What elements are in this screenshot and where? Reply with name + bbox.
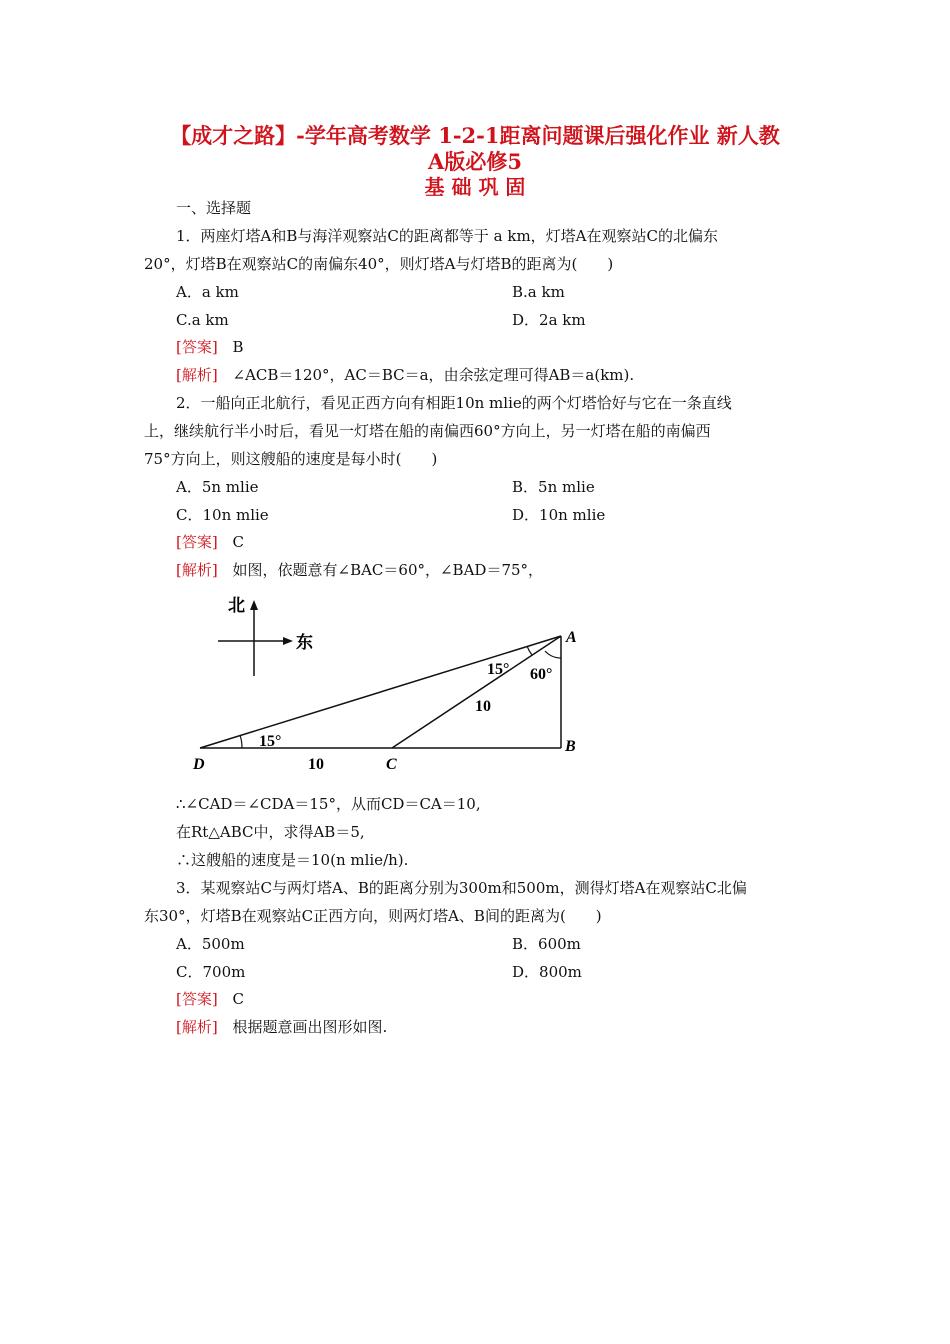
analysis-tag: [解析]: [176, 561, 218, 579]
angle-arc-D: [240, 735, 242, 748]
answer-tag: [答案]: [176, 338, 218, 356]
q3-option-a: A．500m: [176, 935, 245, 953]
answer-tag: [答案]: [176, 533, 218, 551]
point-C-label: C: [386, 756, 397, 773]
answer-tag: [答案]: [176, 990, 218, 1008]
q2-option-b: B．5n mlie: [512, 478, 595, 496]
north-label: 北: [228, 596, 245, 615]
q2-after-line3: ∴这艘船的速度是＝10(n mlie/h).: [176, 851, 409, 869]
q2-option-a: A．5n mlie: [176, 478, 259, 496]
q2-answer: [176, 531, 244, 553]
q3-option-d: D．800m: [512, 963, 582, 981]
q3-option-b: B．600m: [512, 935, 581, 953]
analysis-text: ∠ACB＝120°，AC＝BC＝a，由余弦定理可得AB＝a(km).: [232, 366, 635, 384]
q1-analysis: [176, 364, 634, 386]
doc-title-line1: 【成才之路】-学年高考数学 1-2-1距离问题课后强化作业 新人教: [170, 123, 780, 148]
point-D-label: D: [193, 756, 205, 773]
q3-option-c: C．700m: [176, 963, 246, 981]
geometry-figure: [0, 585, 950, 785]
angle-A-small-label: 15°: [487, 661, 510, 678]
point-B-label: B: [565, 738, 576, 755]
q1-option-b: B.a km: [512, 283, 565, 301]
section-label: 一、选择题: [176, 199, 252, 217]
q1-answer: [176, 336, 244, 358]
q2-analysis: [176, 559, 543, 581]
q3-answer: [176, 988, 244, 1010]
q3-stem-line1: 3．某观察站C与两灯塔A、B的距离分别为300m和500m，测得灯塔A在观察站C北偏: [176, 879, 747, 897]
answer-value: C: [232, 533, 244, 551]
section-heading: 基 础 巩 固: [424, 175, 526, 199]
length-DC-label: 10: [308, 756, 324, 773]
analysis-tag: [解析]: [176, 1018, 218, 1036]
q2-stem-line1: 2．一船向正北航行，看见正西方向有相距10n mlie的两个灯塔恰好与它在一条直线: [176, 394, 732, 412]
analysis-text: 如图，依题意有∠BAC＝60°，∠BAD＝75°，: [232, 561, 544, 579]
analysis-tag: [解析]: [176, 366, 218, 384]
angle-arc-A-large: [545, 651, 561, 658]
doc-title-line2: A版必修5: [428, 149, 522, 174]
east-arrow-icon: [283, 637, 293, 645]
q2-option-d: D．10n mlie: [512, 506, 606, 524]
q3-analysis: [176, 1016, 387, 1038]
length-AC-label: 10: [475, 698, 491, 715]
q2-after-line2: 在Rt△ABC中，求得AB＝5,: [176, 823, 365, 841]
q1-option-a: A．a km: [176, 283, 239, 301]
angle-arc-A-small: [527, 646, 532, 655]
q2-option-c: C．10n mlie: [176, 506, 269, 524]
q2-after-line1: ∴∠CAD＝∠CDA＝15°，从而CD＝CA＝10,: [176, 795, 481, 813]
q2-stem-line2: 上，继续航行半小时后，看见一灯塔在船的南偏西60°方向上，另一灯塔在船的南偏西: [144, 422, 711, 440]
q3-stem-line2: 东30°，灯塔B在观察站C正西方向，则两灯塔A、B间的距离为( ): [144, 907, 602, 925]
q1-stem-line2: 20°，灯塔B在观察站C的南偏东40°，则灯塔A与灯塔B的距离为( ): [144, 255, 614, 273]
east-label: 东: [296, 633, 313, 652]
q1-option-c: C.a km: [176, 311, 229, 329]
angle-A-large-label: 60°: [530, 666, 553, 683]
analysis-text: 根据题意画出图形如图.: [232, 1018, 388, 1036]
segment-CA: [392, 636, 561, 748]
north-arrow-icon: [250, 600, 258, 610]
point-A-label: A: [566, 629, 577, 646]
q1-stem-line1: 1．两座灯塔A和B与海洋观察站C的距离都等于 a km，灯塔A在观察站C的北偏东: [176, 227, 718, 245]
answer-value: B: [232, 338, 244, 356]
q2-stem-line3: 75°方向上，则这艘船的速度是每小时( ): [144, 450, 438, 468]
angle-D-label: 15°: [259, 733, 282, 750]
answer-value: C: [232, 990, 244, 1008]
q1-option-d: D．2a km: [512, 311, 586, 329]
